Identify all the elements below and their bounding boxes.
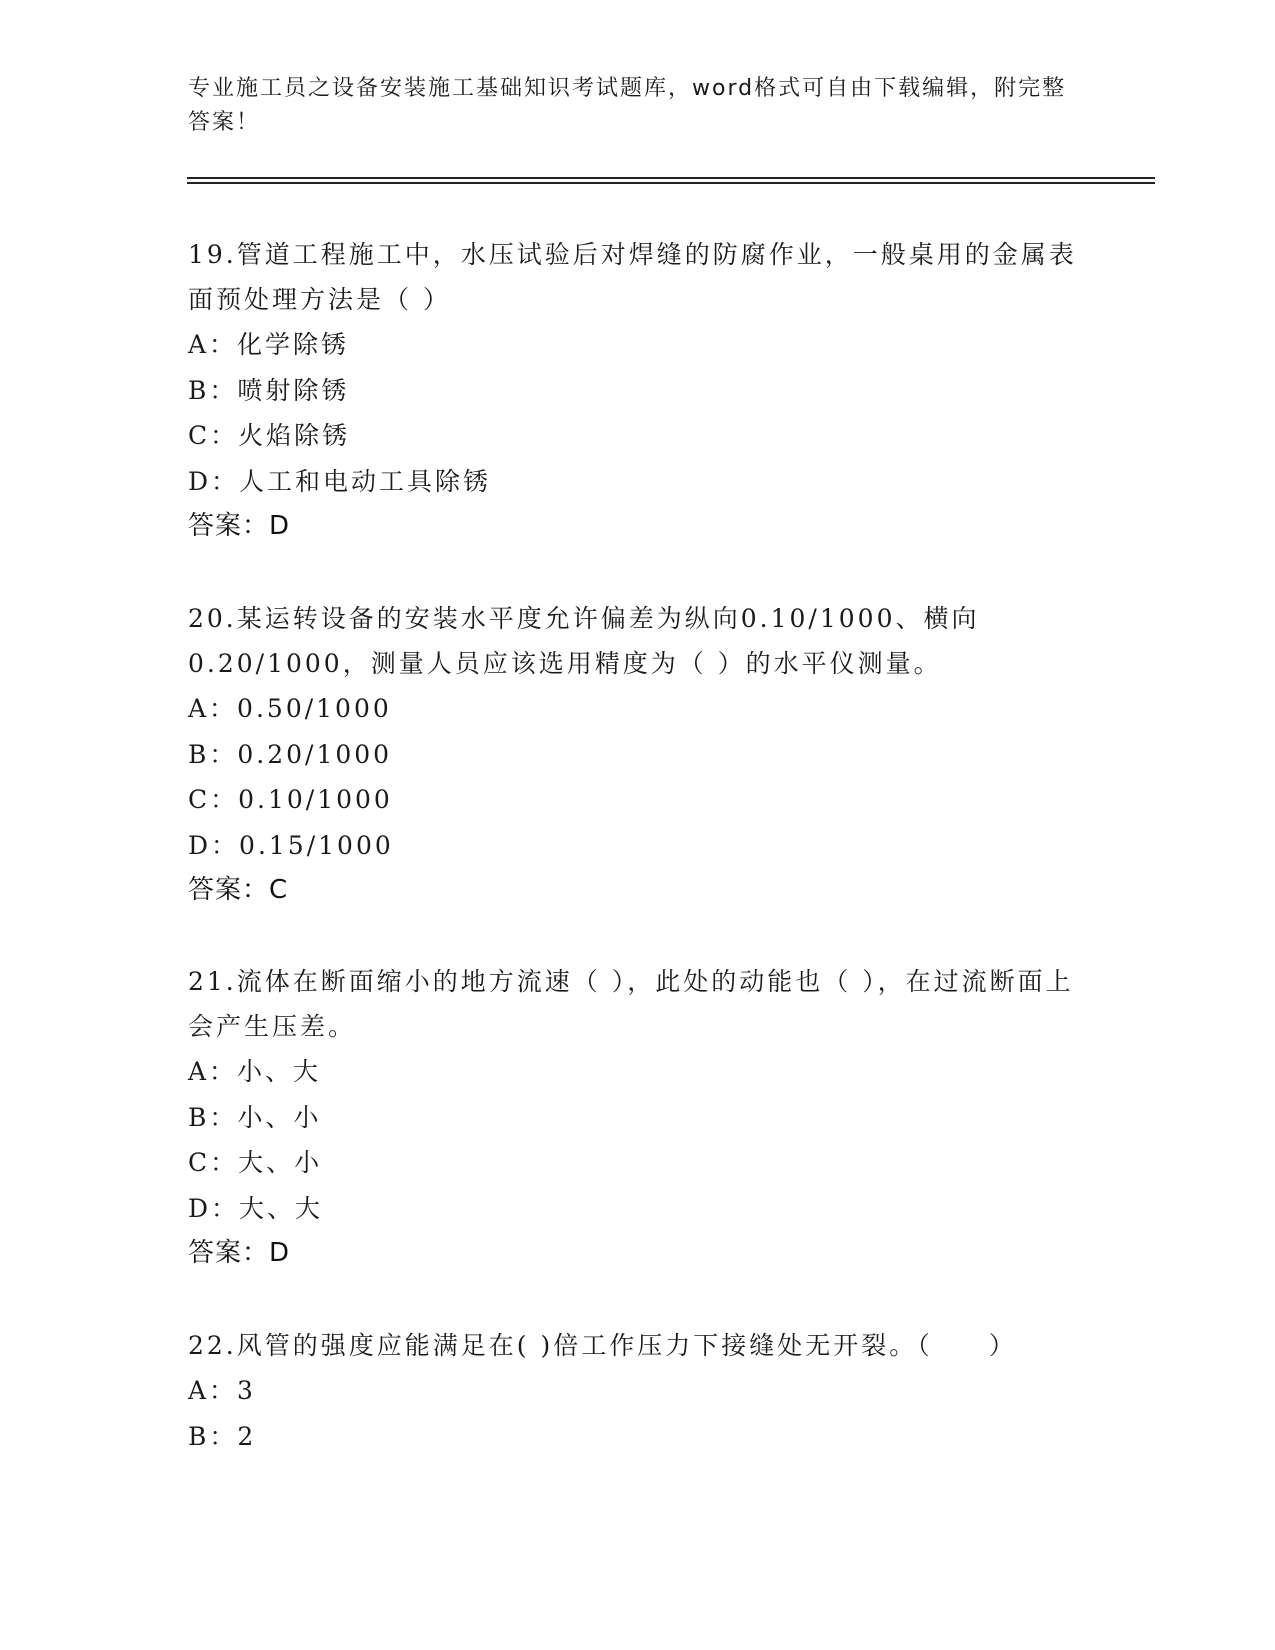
option-b: B：2 (188, 1421, 257, 1451)
option-a: A：化学除锈 (188, 330, 350, 359)
header-divider-top (187, 177, 1155, 179)
option-c: C：0.10/1000 (188, 785, 393, 814)
document-header: 专业施工员之设备安装施工基础知识考试题库，word格式可自由下载编辑，附完整答案！ (188, 76, 1067, 135)
option-b: B：喷射除锈 (188, 375, 350, 405)
option-d: D：人工和电动工具除锈 (188, 466, 492, 496)
header-divider-bottom (187, 182, 1155, 184)
option-b: B：0.20/1000 (188, 739, 393, 769)
option-c: C：火焰除锈 (188, 421, 351, 450)
question-19 (188, 232, 1088, 549)
answer-label: 答案：D (188, 511, 291, 541)
answer-label: 答案：D (188, 1238, 291, 1268)
question-22 (188, 1323, 1088, 1459)
question-21 (188, 959, 1088, 1276)
option-a: A：小、大 (188, 1057, 322, 1086)
question-stem: 19.管道工程施工中，水压试验后对焊缝的防腐作业，一般桌用的金属表面预处理方法是（ ） (188, 240, 1077, 314)
option-d: D：0.15/1000 (188, 830, 394, 860)
option-a: A：0.50/1000 (188, 694, 392, 723)
question-stem: 22.风管的强度应能满足在( )倍工作压力下接缝处无开裂。（ ） (188, 1331, 1017, 1360)
option-c: C：大、小 (188, 1148, 323, 1177)
question-stem: 21.流体在断面缩小的地方流速（ ），此处的动能也（ ），在过流断面上会产生压差。 (188, 967, 1074, 1041)
option-d: D：大、大 (188, 1193, 324, 1223)
answer-label: 答案：C (188, 875, 289, 905)
option-b: B：小、小 (188, 1102, 322, 1132)
option-a: A：3 (188, 1376, 256, 1405)
question-20 (188, 596, 1088, 913)
question-stem: 20.某运转设备的安装水平度允许偏差为纵向0.10/1000、横向0.20/1000，测量人员应该选用精度为（ ）的水平仪测量。 (188, 604, 980, 678)
